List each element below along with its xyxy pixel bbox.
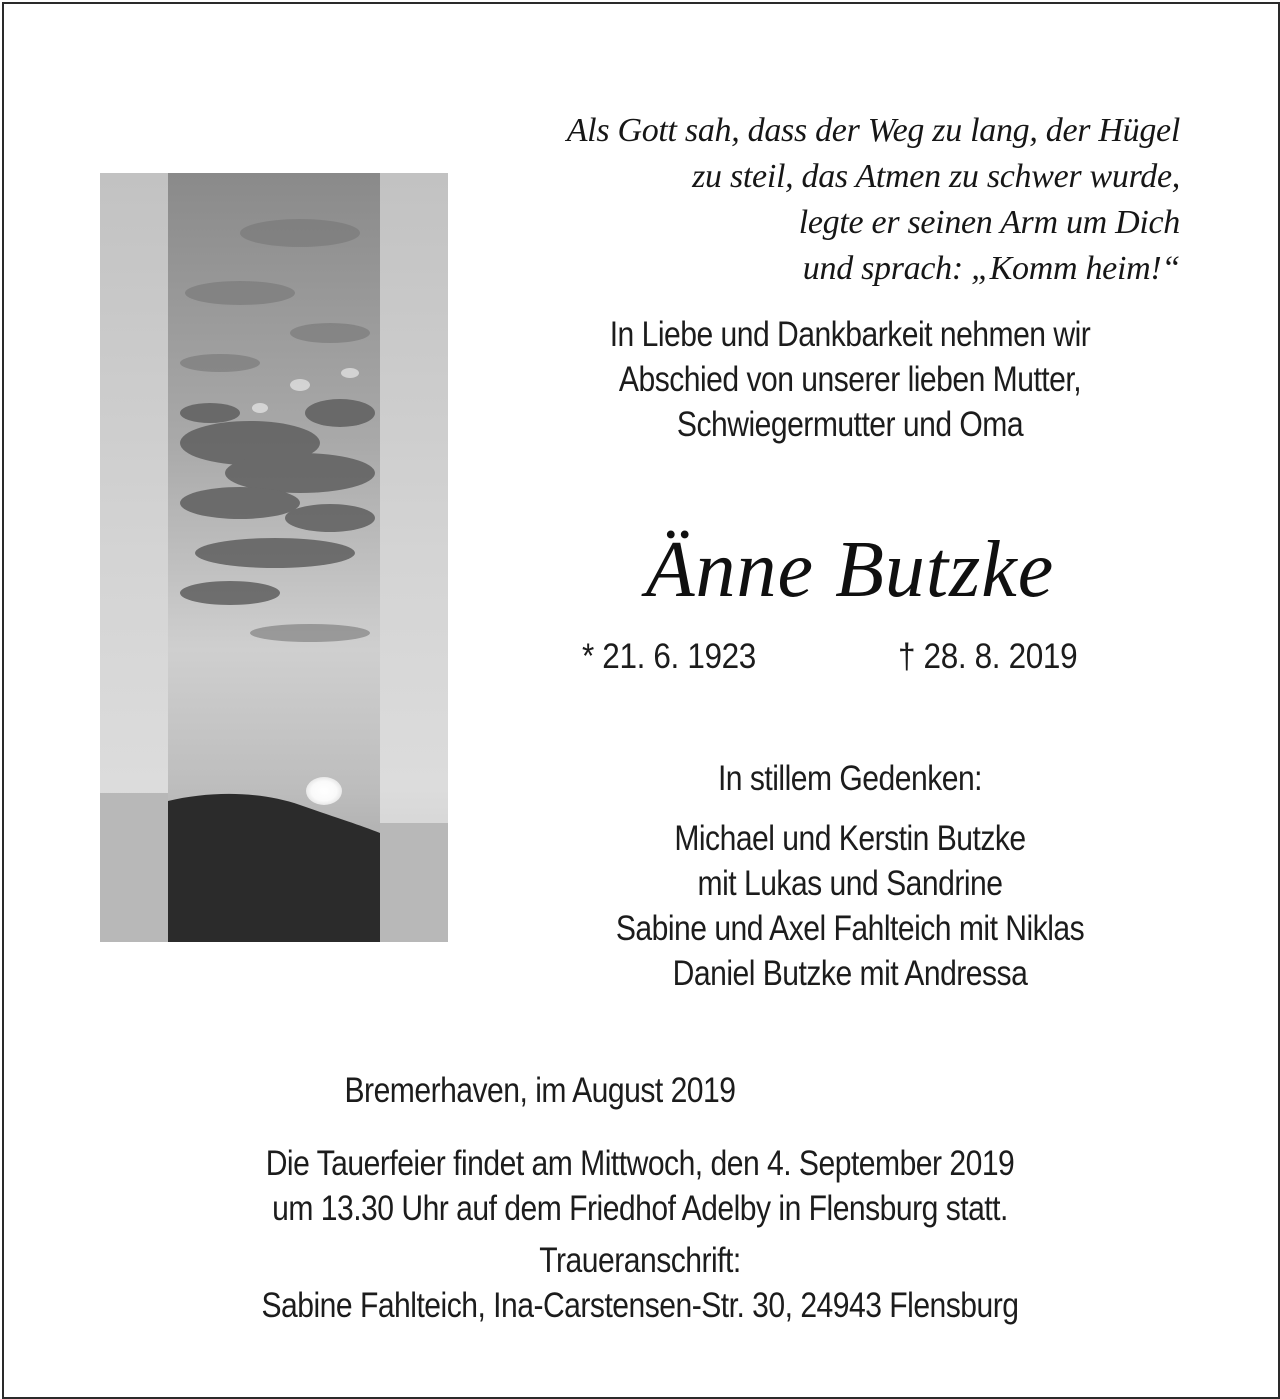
mourners-heading-block [520, 756, 1180, 801]
address-heading: Traueranschrift: [539, 1241, 741, 1280]
poem-line: zu steil, das Atmen zu schwer wurde, [692, 158, 1180, 195]
mourner-line: Michael und Kerstin Butzke [674, 819, 1026, 858]
mourning-address [100, 1238, 1180, 1328]
poem-line: Als Gott sah, dass der Weg zu lang, der Hügel [566, 112, 1180, 149]
service-line: um 13.30 Uhr auf dem Friedhof Adelby in Flensburg statt. [272, 1189, 1008, 1228]
intro-line: Abschied von unserer lieben Mutter, [618, 360, 1082, 399]
mourner-line: mit Lukas und Sandrine [697, 864, 1003, 903]
place-date: Bremerhaven, im August 2019 [344, 1071, 736, 1110]
poem-line: und sprach: „Komm heim!“ [802, 250, 1180, 287]
birth-date: * 21. 6. 1923 [582, 637, 756, 676]
sunset-photo [100, 173, 448, 942]
mourner-line: Sabine und Axel Fahlteich mit Niklas [615, 909, 1085, 948]
mourner-line: Daniel Butzke mit Andressa [672, 954, 1028, 993]
service-info [100, 1141, 1180, 1231]
intro-line: In Liebe und Dankbarkeit nehmen wir [609, 315, 1091, 354]
intro-text [520, 312, 1180, 447]
mourners-list [520, 816, 1180, 996]
address-line: Sabine Fahlteich, Ina-Carstensen-Str. 30, 24943 Flensburg [261, 1286, 1019, 1325]
mourners-heading: In stillem Gedenken: [717, 759, 983, 798]
service-line: Die Tauerfeier findet am Mittwoch, den 4. September 2019 [265, 1144, 1015, 1183]
deceased-name: Änne Butzke [645, 526, 1055, 614]
place-date-block [40, 1068, 1040, 1113]
intro-line: Schwiegermutter und Oma [676, 405, 1024, 444]
poem [480, 108, 1180, 292]
poem-line: legte er seinen Arm um Dich [798, 204, 1180, 241]
death-date: † 28. 8. 2019 [898, 637, 1078, 676]
